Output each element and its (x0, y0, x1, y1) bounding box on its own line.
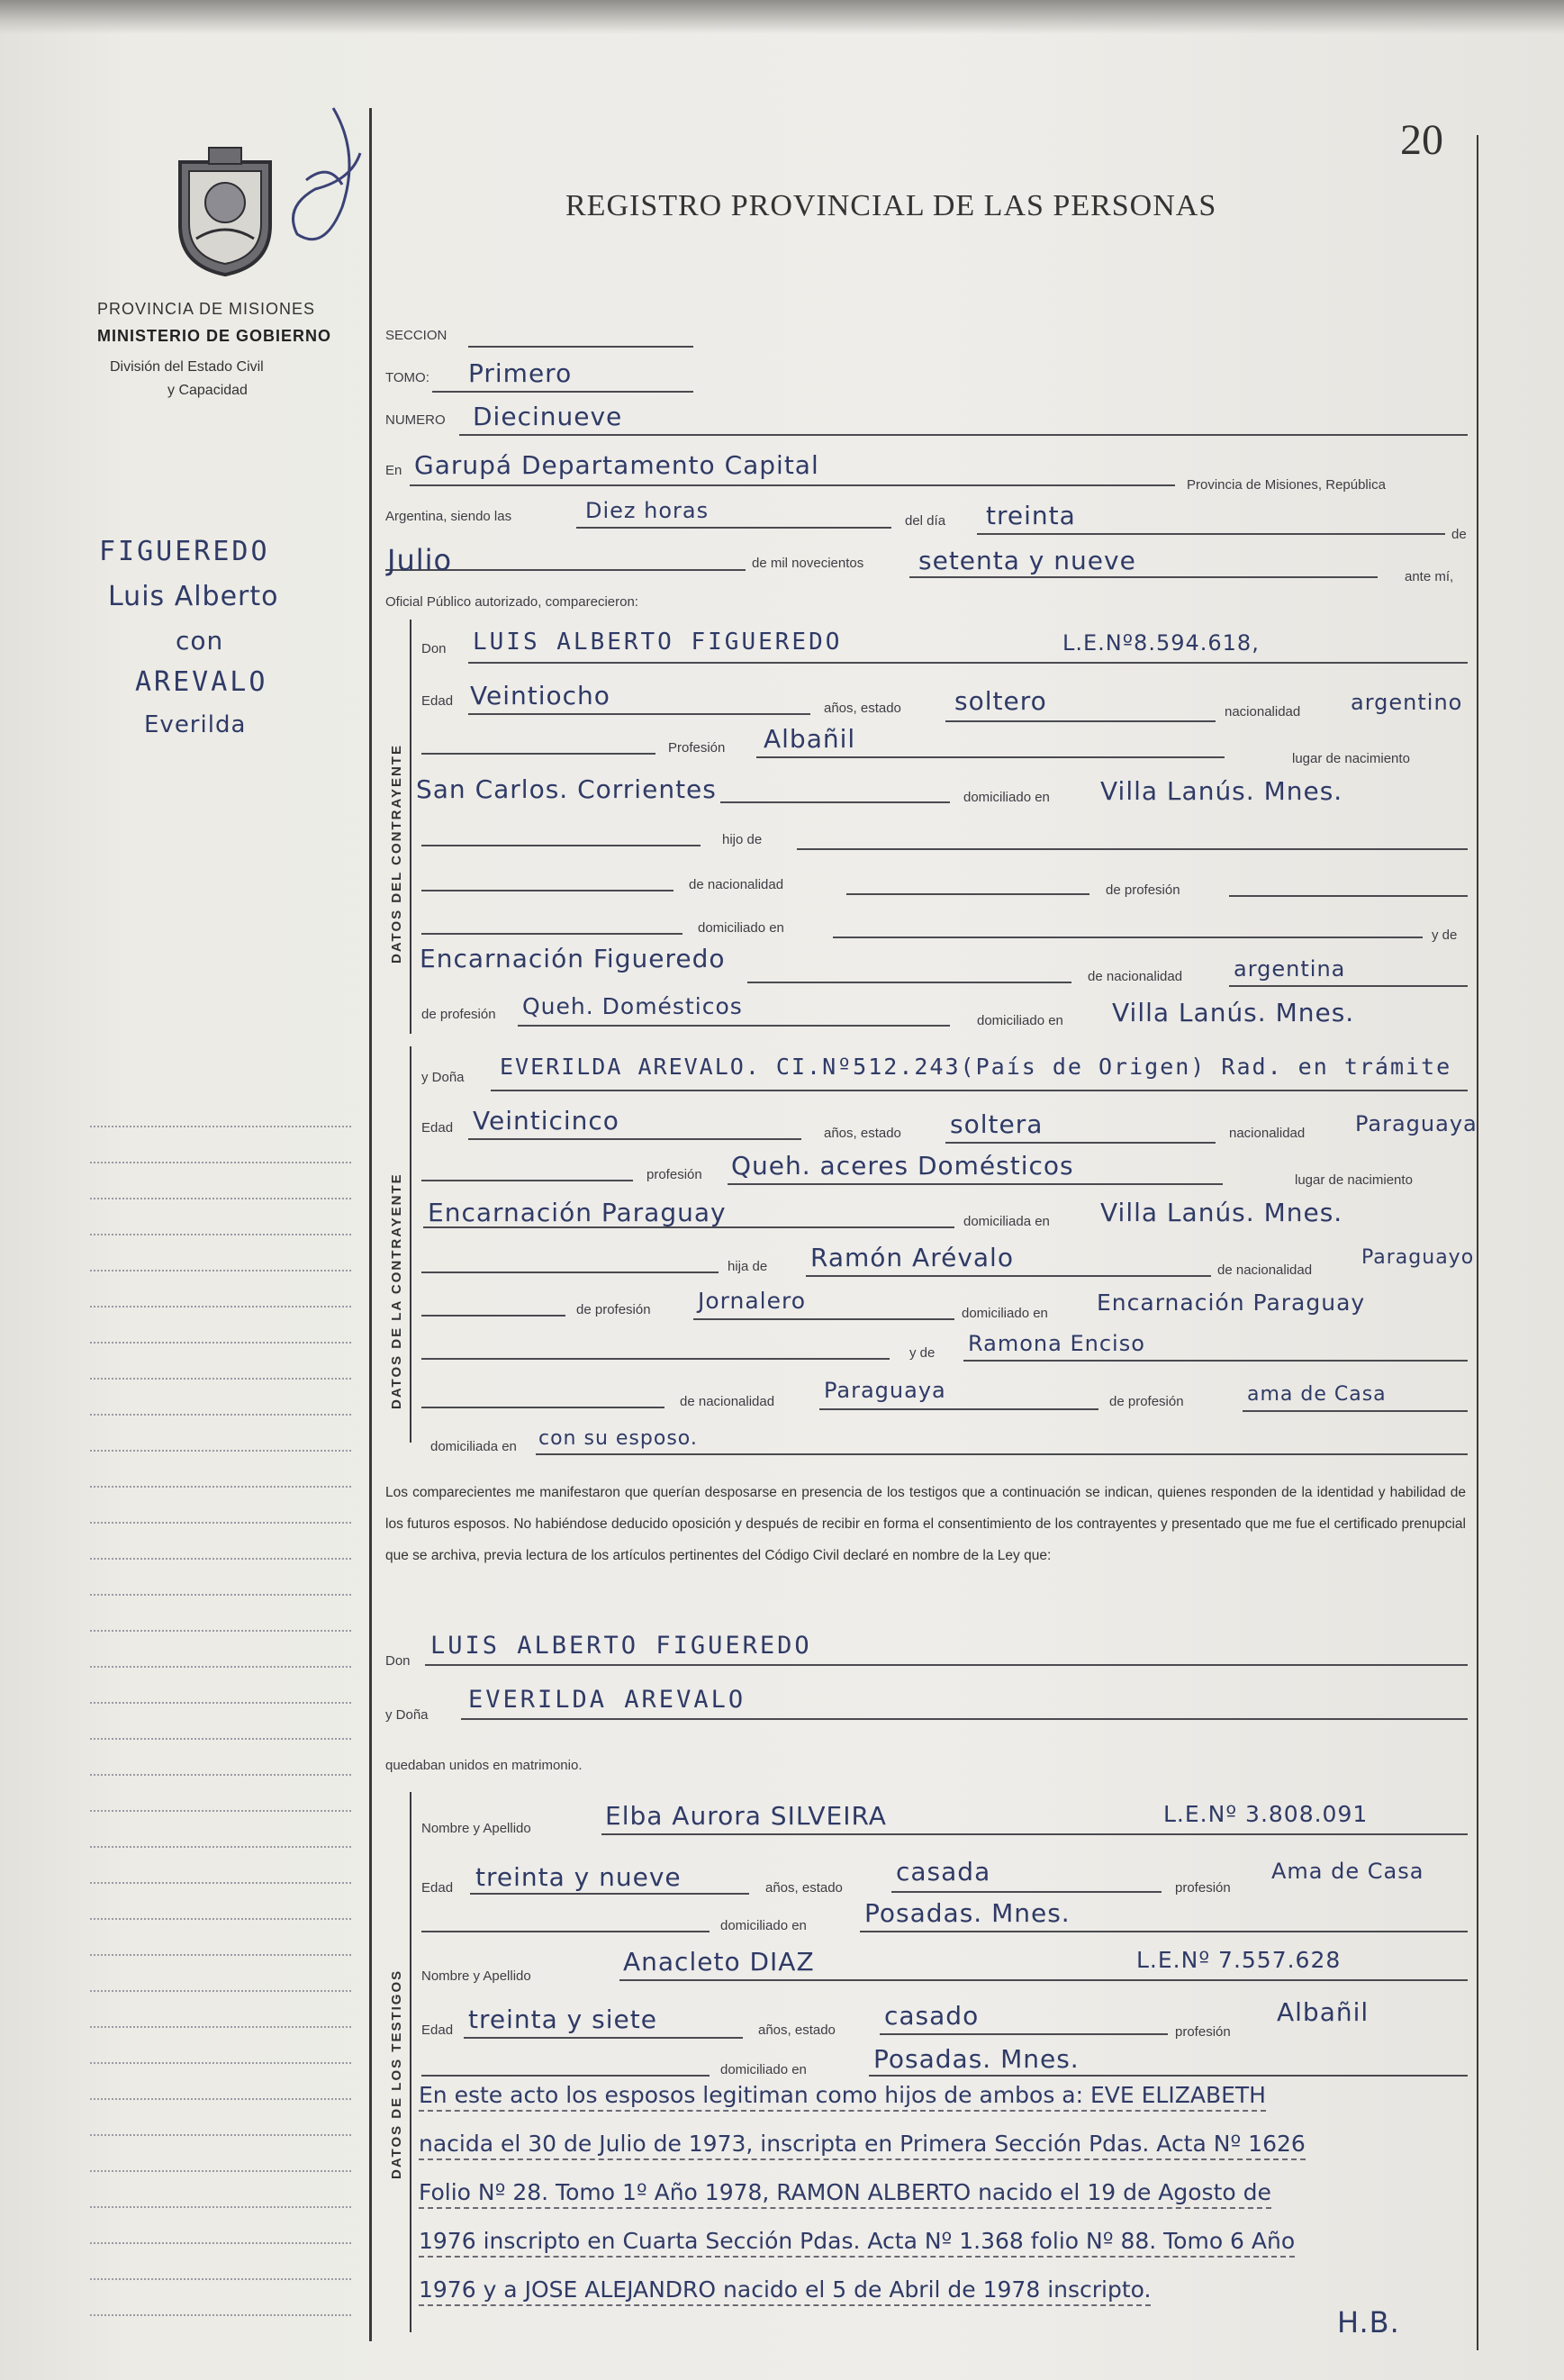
label-bride-father-dom: domiciliado en (962, 1306, 1048, 1321)
value-groom-mother: Encarnación Figueredo (420, 944, 726, 973)
value-hour: Diez horas (585, 498, 710, 523)
value-witness1-status: casada (896, 1857, 991, 1887)
value-witness1-name: Elba Aurora SILVEIRA (605, 1801, 887, 1831)
label-bride-profesion: profesión (646, 1167, 702, 1182)
right-border (1477, 135, 1478, 2350)
label-witness1-profesion: profesión (1175, 1880, 1231, 1896)
value-groom-mother-nationality: argentina (1234, 956, 1346, 982)
section-label-witnesses: DATOS DE LOS TESTIGOS (389, 1968, 404, 2179)
value-witness2-id: L.E.Nº 7.557.628 (1136, 1947, 1342, 1973)
label-witness2-profesion: profesión (1175, 2024, 1231, 2040)
legitimation-note (419, 2071, 1481, 2314)
margin-surname-2: AREVALO (135, 666, 268, 698)
value-groom-name: LUIS ALBERTO FIGUEREDO (473, 629, 843, 656)
value-groom-mother-profession: Queh. Domésticos (522, 993, 743, 1019)
section-label-bride: DATOS DE LA CONTRAYENTE (389, 1172, 404, 1409)
value-bride-address: Villa Lanús. Mnes. (1100, 1198, 1343, 1227)
margin-conjunction: con (176, 626, 224, 656)
label-bride-father-prof: de profesión (576, 1302, 651, 1317)
value-bride-name: EVERILDA AREVALO. CI.Nº512.243(País de Origen) Rad. en trámite (500, 1054, 1452, 1080)
note-line-2: nacida el 30 de Julio de 1973, inscripta en Primera Sección Pdas. Acta Nº 1626 (419, 2131, 1306, 2160)
value-bride-status: soltera (950, 1109, 1044, 1139)
label-tomo: TOMO: (385, 370, 429, 385)
value-numero: Diecinueve (473, 402, 623, 431)
label-decl-don: Don (385, 1653, 411, 1669)
label-groom-profesion: Profesión (668, 740, 726, 756)
value-groom-profession: Albañil (764, 724, 856, 754)
label-ante: ante mí, (1405, 569, 1454, 584)
label-bride-edad: Edad (421, 1120, 454, 1136)
top-shadow (0, 0, 1564, 34)
label-don: Don (421, 641, 447, 656)
margin-given-2: Everilda (144, 711, 247, 738)
value-witness2-name: Anacleto DIAZ (623, 1947, 815, 1977)
label-de-1: de (1451, 527, 1467, 542)
value-bride-mother-nationality: Paraguaya (824, 1378, 946, 1403)
label-seccion: SECCION (385, 328, 448, 343)
label-groom-mother-prof: de profesión (421, 1007, 496, 1022)
declaration-text: Los comparecientes me manifestaron que querían desposarse en presencia de los testigos que a continuación se indican, quienes responden de la identidad y habilidad de los futuros esposos. No habiéndose deducido oposición y después de recibir en forma el consentimiento de los contrayentes y presentado que me fue el certificado prenupcial que se archiva, previa lectura de los artículos pertinentes del Código Civil declaré en nombre de la Ley que: (385, 1485, 1466, 1563)
value-day: treinta (986, 501, 1076, 530)
label-groom-mother-nac: de nacionalidad (1088, 969, 1183, 984)
label-groom-anos: años, estado (824, 701, 901, 716)
ministry-name: MINISTERIO DE GOBIERNO (97, 327, 332, 345)
margin-given-1: Luis Alberto (108, 581, 279, 612)
value-groom-age: Veintiocho (470, 681, 610, 710)
label-groom-y-de: y de (1432, 928, 1458, 943)
label-groom-mother-dom: domiciliado en (977, 1013, 1063, 1028)
province-name: PROVINCIA DE MISIONES (97, 300, 316, 318)
value-bride-mother: Ramona Enciso (968, 1331, 1145, 1356)
division-name-line2: y Capacidad (167, 383, 248, 398)
value-groom-birthplace: San Carlos. Corrientes (416, 774, 717, 804)
registry-title: REGISTRO PROVINCIAL DE LAS PERSONAS (565, 189, 1217, 222)
label-bride-y-de: y de (909, 1345, 936, 1361)
label-provincia: Provincia de Misiones, República (1187, 477, 1386, 493)
value-decl-bride: EVERILDA AREVALO (468, 1686, 746, 1714)
margin-surname-1: FIGUEREDO (99, 536, 270, 567)
label-bride-lugar: lugar de nacimiento (1295, 1172, 1413, 1188)
label-decl-dona: y Doña (385, 1707, 429, 1723)
note-line-1: En este acto los esposos legitiman como hijos de ambos a: EVE ELIZABETH (419, 2082, 1266, 2112)
value-groom-nationality: argentino (1351, 690, 1463, 715)
label-groom-father-nac: de nacionalidad (689, 877, 784, 892)
label-groom-nacionalidad: nacionalidad (1225, 704, 1301, 719)
value-witness2-address: Posadas. Mnes. (873, 2044, 1080, 2074)
division-name: División del Estado Civil (110, 359, 264, 375)
value-groom-status: soltero (954, 686, 1047, 716)
value-witness1-id: L.E.Nº 3.808.091 (1163, 1801, 1369, 1827)
value-bride-father-profession: Jornalero (698, 1288, 807, 1314)
value-bride-age: Veinticinco (473, 1106, 619, 1136)
value-bride-father-nationality: Paraguayo (1361, 1246, 1475, 1269)
label-en: En (385, 463, 402, 478)
label-groom-domicilio: domiciliado en (963, 790, 1050, 805)
note-line-4: 1976 inscripto en Cuarta Sección Pdas. Acta Nº 1.368 folio Nº 88. Tomo 6 Año (419, 2228, 1295, 2258)
value-place: Garupá Departamento Capital (414, 450, 819, 480)
label-argentina-horas: Argentina, siendo las (385, 509, 512, 524)
value-groom-id: L.E.Nº8.594.618, (1062, 630, 1260, 656)
value-bride-mother-address: con su esposo. (538, 1427, 698, 1450)
value-tomo: Primero (468, 358, 573, 388)
value-groom-address: Villa Lanús. Mnes. (1100, 776, 1343, 806)
label-witness2-anos: años, estado (758, 2023, 836, 2038)
label-witness1-anos: años, estado (765, 1880, 843, 1896)
provincial-seal (162, 144, 288, 279)
note-line-3: Folio Nº 28. Tomo 1º Año 1978, RAMON ALBERTO nacido el 19 de Agosto de (419, 2179, 1271, 2209)
page-number: 20 (1400, 116, 1443, 164)
label-groom-lugar: lugar de nacimiento (1292, 751, 1410, 766)
value-witness2-profession: Albañil (1277, 1997, 1370, 2027)
margin-rule (369, 108, 372, 2341)
label-groom-father-dom: domiciliado en (698, 920, 784, 936)
label-bride-hija: hija de (728, 1259, 768, 1274)
note-line-5: 1976 y a JOSE ALEJANDRO nacido el 5 de Abril de 1978 inscripto. (419, 2276, 1151, 2306)
label-bride-father-nac: de nacionalidad (1217, 1262, 1313, 1278)
value-year: setenta y nueve (918, 546, 1136, 575)
value-bride-father-address: Encarnación Paraguay (1097, 1290, 1366, 1316)
label-bride-domicilio: domiciliada en (963, 1214, 1050, 1229)
label-witness1-domicilio: domiciliado en (720, 1918, 807, 1933)
label-groom-hijo: hijo de (722, 832, 763, 847)
label-oficial: Oficial Público autorizado, comparecieron: (385, 594, 638, 610)
label-witness2-name: Nombre y Apellido (421, 1968, 531, 1984)
value-groom-mother-address: Villa Lanús. Mnes. (1112, 998, 1355, 1027)
label-groom-father-prof: de profesión (1106, 882, 1180, 898)
label-groom-edad: Edad (421, 693, 454, 709)
label-numero: NUMERO (385, 412, 446, 428)
section-label-groom: DATOS DEL CONTRAYENTE (389, 744, 404, 964)
label-bride-anos: años, estado (824, 1126, 901, 1141)
label-mil: de mil novecientos (752, 556, 864, 571)
label-witness1-edad: Edad (421, 1880, 454, 1896)
label-witness2-domicilio: domiciliado en (720, 2062, 807, 2077)
value-bride-father: Ramón Arévalo (810, 1243, 1014, 1272)
label-witness2-edad: Edad (421, 2023, 454, 2038)
note-initials: H.B. (1337, 2305, 1400, 2339)
label-dia: del día (905, 513, 946, 529)
value-witness2-status: casado (884, 2001, 980, 2031)
label-quedaban: quedaban unidos en matrimonio. (385, 1758, 583, 1773)
label-dona: y Doña (421, 1070, 465, 1085)
label-bride-mother-dom: domiciliada en (430, 1439, 517, 1454)
label-witness1-name: Nombre y Apellido (421, 1821, 531, 1836)
value-month: Julio (387, 543, 453, 577)
value-witness1-age: treinta y nueve (475, 1862, 682, 1892)
value-witness1-profession: Ama de Casa (1271, 1859, 1424, 1884)
value-witness1-address: Posadas. Mnes. (864, 1898, 1071, 1928)
label-bride-mother-nac: de nacionalidad (680, 1394, 775, 1409)
value-bride-profession: Queh. aceres Domésticos (731, 1151, 1074, 1181)
signature-scribble (279, 99, 378, 261)
value-witness2-age: treinta y siete (468, 2004, 657, 2034)
value-bride-nationality: Paraguaya (1355, 1111, 1478, 1136)
label-bride-mother-prof: de profesión (1109, 1394, 1184, 1409)
value-bride-birthplace: Encarnación Paraguay (428, 1198, 727, 1227)
value-decl-groom: LUIS ALBERTO FIGUEREDO (430, 1632, 812, 1660)
value-bride-mother-profession: ama de Casa (1247, 1383, 1387, 1406)
label-bride-nacionalidad: nacionalidad (1229, 1126, 1306, 1141)
